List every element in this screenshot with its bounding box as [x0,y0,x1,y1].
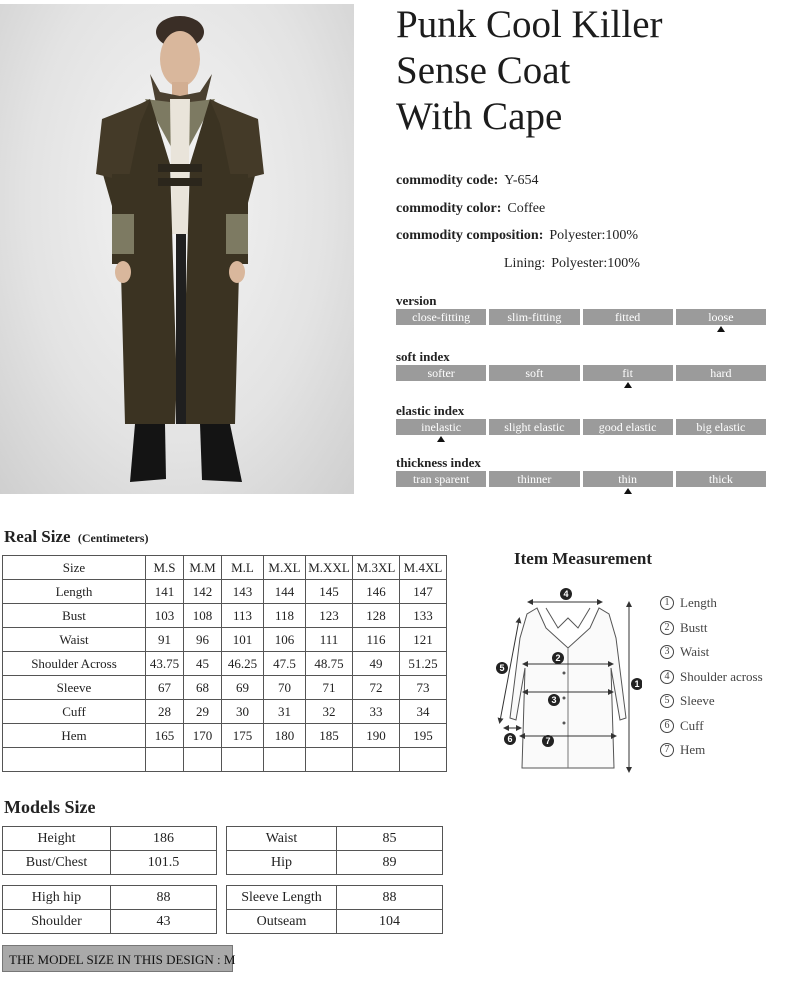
models-table-row [3,910,217,934]
size-table-cell: 141 [146,580,184,604]
size-table-cell: 29 [184,700,222,724]
size-table-cell: 101 [222,628,264,652]
measurement-legend [660,591,763,763]
models-value: 89 [337,851,443,875]
size-table-cell: 67 [146,676,184,700]
legend-label: Shoulder across [680,668,763,684]
scale-option: thin [583,471,673,487]
size-table-cell [222,748,264,772]
size-table-cell: 30 [222,700,264,724]
real-size-unit: (Centimeters) [77,531,149,545]
size-table-cell: 146 [353,580,400,604]
size-table-cell [353,748,400,772]
scale-option: hard [676,365,766,381]
size-table-cell: 73 [400,676,447,700]
size-table-row-label: Hem [3,724,146,748]
scale-soft-index [396,349,766,381]
size-table-cell: 51.25 [400,652,447,676]
marker-6: 6 [507,734,513,744]
size-table-cell: 180 [264,724,306,748]
size-table-cell: 116 [353,628,400,652]
models-table-row [227,910,443,934]
size-table-cell: 108 [184,604,222,628]
models-value: 186 [111,827,217,851]
size-table-cell: 121 [400,628,447,652]
size-table-cell: M.M [184,556,222,580]
models-value: 101.5 [111,851,217,875]
models-table-row [3,827,217,851]
size-table-cell: 145 [306,580,353,604]
size-table-cell: 96 [184,628,222,652]
scale-option: loose [676,309,766,325]
size-table-row-label: Sleeve [3,676,146,700]
marker-7: 7 [545,736,551,746]
scale-selected-pointer-icon [624,488,632,494]
models-label: Height [3,827,111,851]
product-title-line: Sense Coat [396,49,571,92]
scale-option: softer [396,365,486,381]
legend-item [660,591,763,616]
product-title-line: With Cape [396,95,563,138]
models-value: 88 [111,886,217,910]
spec-lining [504,256,640,272]
scale-option: tran sparent [396,471,486,487]
size-table-cell: 68 [184,676,222,700]
product-photo [0,4,354,494]
spec-code [396,173,539,189]
size-table-cell: 45 [184,652,222,676]
scale-selected-pointer-icon [717,326,725,332]
models-label: Outseam [227,910,337,934]
spec-composition [396,228,638,244]
models-table-highhip-shoulder [2,885,217,934]
size-table-row [3,700,447,724]
size-table-cell: 190 [353,724,400,748]
size-table-cell: 128 [353,604,400,628]
product-title-line: Punk Cool Killer [396,3,663,46]
size-table-cell: 32 [306,700,353,724]
marker-4: 4 [563,589,569,599]
size-table-cell: M.L [222,556,264,580]
scale-bar [396,419,766,435]
size-table-cell [264,748,306,772]
size-table-cell: 48.75 [306,652,353,676]
scale-bar [396,365,766,381]
size-table-cell: 69 [222,676,264,700]
size-table-row-label: Length [3,580,146,604]
size-table-cell: 106 [264,628,306,652]
scale-label: elastic index [396,403,465,418]
size-table [2,555,447,772]
legend-item [660,665,763,690]
real-size-heading [4,527,148,547]
size-table-cell [184,748,222,772]
models-table-row [227,851,443,875]
size-table-row-label: Waist [3,628,146,652]
size-table-row-label: Shoulder Across [3,652,146,676]
size-table-cell: M.3XL [353,556,400,580]
size-table-row [3,748,447,772]
spec-value: Polyester:100% [549,228,639,243]
size-table-cell: 47.5 [264,652,306,676]
spec-label: commodity code: [396,173,499,188]
size-table-cell: 91 [146,628,184,652]
size-table-cell: 118 [264,604,306,628]
scale-option: thinner [489,471,579,487]
marker-2: 2 [555,653,561,663]
scale-option: slim-fitting [489,309,579,325]
scale-option: fit [583,365,673,381]
marker-5: 5 [499,663,505,673]
size-table-header [3,556,447,580]
size-table-row [3,652,447,676]
scale-option: big elastic [676,419,766,435]
models-table-row [3,886,217,910]
scale-selected-pointer-icon [437,436,445,442]
spec-label: commodity color: [396,201,502,216]
models-table-sleeve-outseam [226,885,443,934]
legend-item [660,738,763,763]
models-value: 43 [111,910,217,934]
models-table-waist-hip [226,826,443,875]
size-table-cell: 142 [184,580,222,604]
models-table-row [3,851,217,875]
models-value: 104 [337,910,443,934]
spec-value: Coffee [507,201,546,216]
legend-number: 4 [660,670,674,684]
size-table-cell [146,748,184,772]
legend-label: Hem [680,742,706,758]
size-table-cell: 34 [400,700,447,724]
models-value: 88 [337,886,443,910]
product-title [396,2,796,140]
spec-value: Y-654 [504,173,539,188]
size-table-cell: 28 [146,700,184,724]
models-label: Hip [227,851,337,875]
scale-option: fitted [583,309,673,325]
size-table-cell: 43.75 [146,652,184,676]
legend-number: 7 [660,743,674,757]
size-table-cell: M.XXL [306,556,353,580]
scale-option: soft [489,365,579,381]
legend-label: Cuff [680,717,704,733]
size-table-row-label: Cuff [3,700,146,724]
scale-option: close-fitting [396,309,486,325]
size-table-row-label: Bust [3,604,146,628]
size-table-cell: 113 [222,604,264,628]
models-size-title: Models Size [4,797,96,817]
scale-version [396,293,766,325]
size-table-cell: 70 [264,676,306,700]
size-table-cell: 49 [353,652,400,676]
size-table-cell: 123 [306,604,353,628]
legend-label: Waist [680,644,710,660]
size-table-cell: 71 [306,676,353,700]
models-label: Bust/Chest [3,851,111,875]
size-table-row [3,676,447,700]
size-table-cell: 185 [306,724,353,748]
measurement-title: Item Measurement [514,549,653,568]
size-table-cell [400,748,447,772]
legend-label: Length [680,595,717,611]
scale-option: slight elastic [489,419,579,435]
size-table-cell: 103 [146,604,184,628]
size-table-cell: 133 [400,604,447,628]
scale-bar [396,309,766,325]
scale-label: thickness index [396,455,481,470]
scale-label: soft index [396,349,450,364]
models-label: Sleeve Length [227,886,337,910]
legend-item [660,689,763,714]
models-label: Waist [227,827,337,851]
size-table-row [3,724,447,748]
legend-number: 3 [660,645,674,659]
coat-measurement-diagram [492,578,642,778]
size-table-cell: M.XL [264,556,306,580]
real-size-title: Real Size [4,527,71,546]
scale-selected-pointer-icon [624,382,632,388]
size-table-cell: 144 [264,580,306,604]
size-table-cell: 175 [222,724,264,748]
scale-option: inelastic [396,419,486,435]
scale-thickness-index [396,455,766,487]
size-table-cell: 170 [184,724,222,748]
size-table-row [3,580,447,604]
spec-color [396,201,545,217]
spec-value: Polyester:100% [551,256,640,271]
legend-item [660,616,763,641]
scale-bar [396,471,766,487]
size-table-cell: 33 [353,700,400,724]
marker-1: 1 [634,679,640,689]
size-table-cell: 147 [400,580,447,604]
scale-elastic-index [396,403,766,435]
marker-3: 3 [551,695,557,705]
legend-number: 5 [660,694,674,708]
legend-number: 2 [660,621,674,635]
size-table-row-label: Size [3,556,146,580]
legend-number: 6 [660,719,674,733]
models-table-height-bust [2,826,217,875]
spec-label: Lining: [504,256,546,271]
models-table-row [227,886,443,910]
size-table-row-label [3,748,146,772]
legend-label: Bustt [680,619,708,635]
size-table-cell: 46.25 [222,652,264,676]
size-table-cell: 195 [400,724,447,748]
model-size-note: THE MODEL SIZE IN THIS DESIGN : M [2,945,233,972]
size-table-cell: M.4XL [400,556,447,580]
scale-label: version [396,293,437,308]
models-table-row [227,827,443,851]
legend-item [660,640,763,665]
models-value: 85 [337,827,443,851]
models-label: High hip [3,886,111,910]
legend-number: 1 [660,596,674,610]
size-table-row [3,628,447,652]
spec-label: commodity composition: [396,228,544,243]
model-in-coat-illustration [0,4,354,494]
size-table-cell: 165 [146,724,184,748]
size-table-cell: M.S [146,556,184,580]
scale-option: good elastic [583,419,673,435]
size-table-row [3,604,447,628]
size-table-cell: 72 [353,676,400,700]
legend-label: Sleeve [680,693,715,709]
models-label: Shoulder [3,910,111,934]
legend-item [660,714,763,739]
size-table-cell: 31 [264,700,306,724]
size-table-cell: 111 [306,628,353,652]
size-table-cell [306,748,353,772]
size-table-cell: 143 [222,580,264,604]
scale-option: thick [676,471,766,487]
